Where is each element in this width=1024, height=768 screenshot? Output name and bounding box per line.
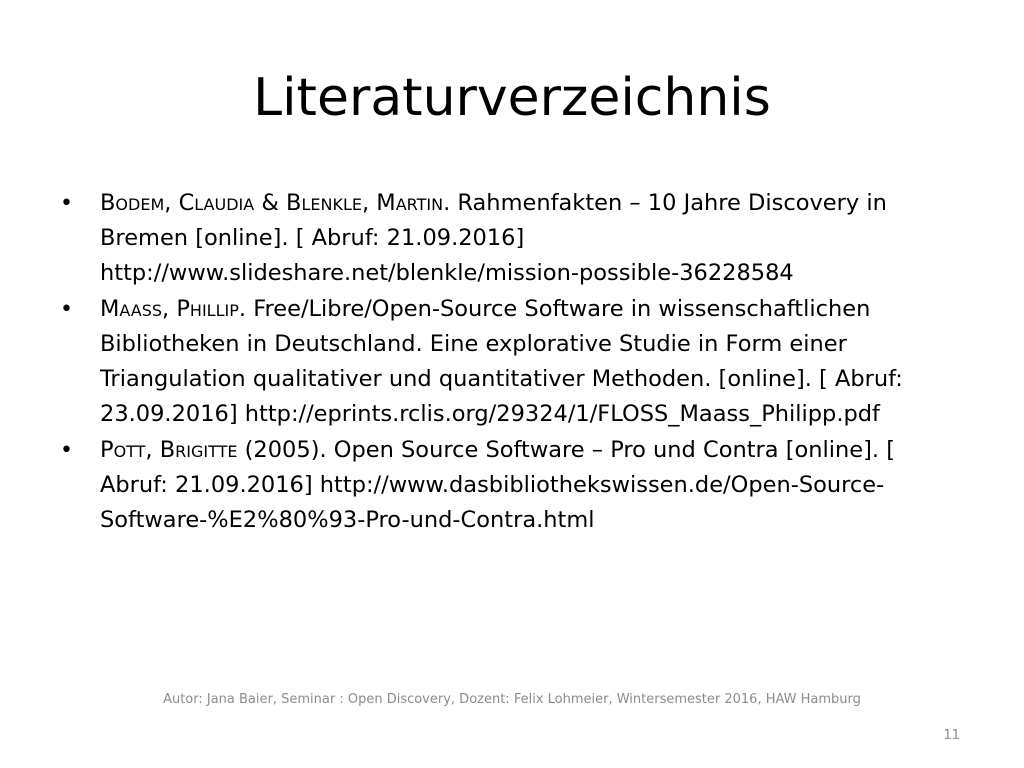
reference-text: . Free/Libre/Open-Source Software in wissenschaftlichen Bibliotheken in Deutschland. Eine explorative Studie in Form einer Triangulation qualitativer und quantitativer Methoden. [online]. [ Abruf: 23.09.2016] http://eprints.rclis.org/29324/1/FLOSS_Maass_Philipp.pdf — [100, 296, 903, 427]
reference-text: (2005). Open Source Software – Pro und Contra [online]. [ Abruf: 21.09.2016] http://www.dasbibliothekswissen.de/Open-Source-Software-%E2%80%93-Pro-und-Contra.html — [100, 437, 896, 533]
reference-item — [56, 292, 956, 432]
reference-item — [56, 433, 956, 538]
reference-list — [56, 186, 956, 539]
reference-author: Pott, Brigitte — [100, 437, 238, 463]
reference-item — [56, 186, 956, 291]
slide-title: Literaturverzeichnis — [253, 68, 771, 128]
bullet-icon: • — [60, 191, 73, 216]
reference-author: Bodem, Claudia & Blenkle, Martin — [100, 190, 444, 216]
reference-author: Maaß, Phillip — [100, 296, 239, 322]
slide-footer: Autor: Jana Baier, Seminar : Open Discovery, Dozent: Felix Lohmeier, Wintersemester 2016, HAW Hamburg — [163, 692, 861, 707]
page-number: 11 — [943, 728, 960, 743]
bullet-icon: • — [60, 438, 73, 463]
reference-text: . Rahmenfakten – 10 Jahre Discovery in Bremen [online]. [ Abruf: 21.09.2016] http://www.slideshare.net/blenkle/mission-possible-36228584 — [100, 190, 887, 286]
bullet-icon: • — [60, 297, 73, 322]
